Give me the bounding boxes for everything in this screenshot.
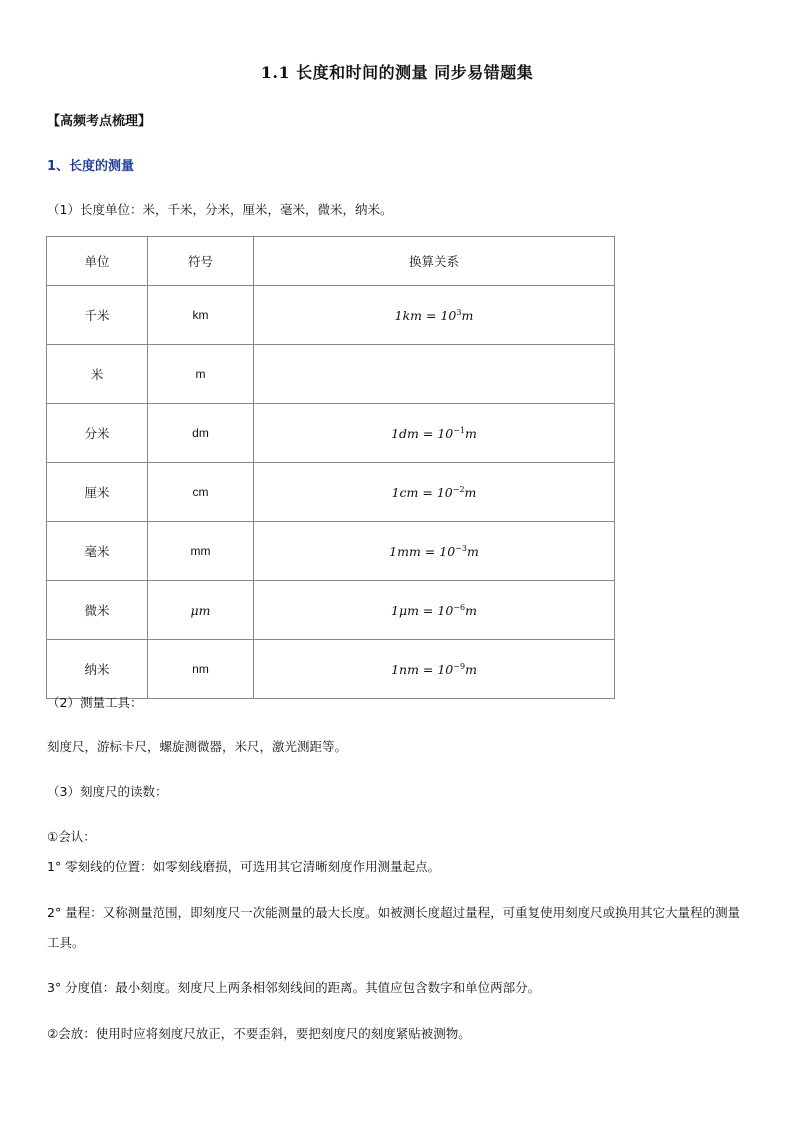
table-row xyxy=(47,345,615,404)
conversion-suffix: m xyxy=(465,602,477,618)
topic-heading: 1、长度的测量 xyxy=(47,159,135,174)
conversion-prefix: 1μm = 10 xyxy=(391,602,454,618)
conversion-suffix: m xyxy=(466,543,479,559)
know-point-1: 1° 零刻线的位置：如零刻线磨损，可选用其它清晰刻度作用测量起点。 xyxy=(47,859,441,874)
conversion-cell xyxy=(254,522,615,581)
know-label: ①会认： xyxy=(47,829,96,844)
conversion-cell xyxy=(254,404,615,463)
unit-cell: 千米 xyxy=(47,286,148,345)
tools-label: （2）测量工具： xyxy=(47,695,143,710)
conversion-exponent: 3 xyxy=(456,307,462,317)
conversion-suffix: m xyxy=(464,484,477,500)
conversion-cell xyxy=(254,286,615,345)
conversion-exponent: −9 xyxy=(453,661,466,671)
section-heading: 【高频考点梳理】 xyxy=(47,114,152,129)
table-row xyxy=(47,404,615,463)
know-point-3: 3° 分度值：最小刻度。刻度尺上两条相邻刻线间的距离。其值应包含数字和单位两部分。 xyxy=(47,980,541,995)
conversion-prefix: 1cm = 10 xyxy=(391,484,453,500)
conversion-cell xyxy=(254,640,615,699)
symbol-cell: mm xyxy=(148,522,254,581)
conversion-prefix: 1km = 10 xyxy=(394,307,457,323)
symbol-cell: km xyxy=(148,286,254,345)
conversion-exponent: −2 xyxy=(452,484,465,494)
conversion-prefix: 1nm = 10 xyxy=(391,661,454,677)
table-row xyxy=(47,286,615,345)
symbol-cell: nm xyxy=(148,640,254,699)
conversion-suffix: m xyxy=(461,307,474,323)
unit-cell: 米 xyxy=(47,345,148,404)
know-point-2: 2° 量程：又称测量范围，即刻度尺一次能测量的最大长度。如被测长度超过量程，可重复使用刻度尺或换用其它大量程的测量工具。 xyxy=(47,905,741,950)
conversion-cell xyxy=(254,463,615,522)
header-unit: 单位 xyxy=(47,237,148,286)
table-row xyxy=(47,522,615,581)
conversion-prefix: 1mm = 10 xyxy=(389,543,456,559)
unit-cell: 分米 xyxy=(47,404,148,463)
symbol-cell: dm xyxy=(148,404,254,463)
table-row xyxy=(47,463,615,522)
document-title: 1.1 长度和时间的测量 同步易错题集 xyxy=(260,63,534,82)
conversion-exponent: −1 xyxy=(453,425,466,435)
symbol-cell: μm xyxy=(148,581,254,640)
conversion-cell xyxy=(254,345,615,404)
conversion-suffix: m xyxy=(465,661,477,677)
header-conversion: 换算关系 xyxy=(254,237,615,286)
table-header-row xyxy=(47,237,615,286)
table-row xyxy=(47,640,615,699)
conversion-suffix: m xyxy=(465,425,477,441)
symbol-cell: cm xyxy=(148,463,254,522)
reading-label: （3）刻度尺的读数： xyxy=(47,784,168,799)
unit-cell: 微米 xyxy=(47,581,148,640)
units-intro: （1）长度单位：米，千米，分米，厘米，毫米，微米，纳米。 xyxy=(47,202,393,217)
table-row xyxy=(47,581,615,640)
header-symbol: 符号 xyxy=(148,237,254,286)
unit-cell: 纳米 xyxy=(47,640,148,699)
conversion-prefix: 1dm = 10 xyxy=(391,425,454,441)
conversion-exponent: −6 xyxy=(453,602,466,612)
symbol-cell: m xyxy=(148,345,254,404)
unit-cell: 厘米 xyxy=(47,463,148,522)
tools-text: 刻度尺，游标卡尺，螺旋测微器，米尺，激光测距等。 xyxy=(47,739,348,754)
placement-text: ②会放：使用时应将刻度尺放正，不要歪斜，要把刻度尺的刻度紧贴被测物。 xyxy=(47,1026,471,1041)
unit-conversion-table xyxy=(46,236,615,699)
conversion-exponent: −3 xyxy=(455,543,467,553)
conversion-cell xyxy=(254,581,615,640)
unit-cell: 毫米 xyxy=(47,522,148,581)
